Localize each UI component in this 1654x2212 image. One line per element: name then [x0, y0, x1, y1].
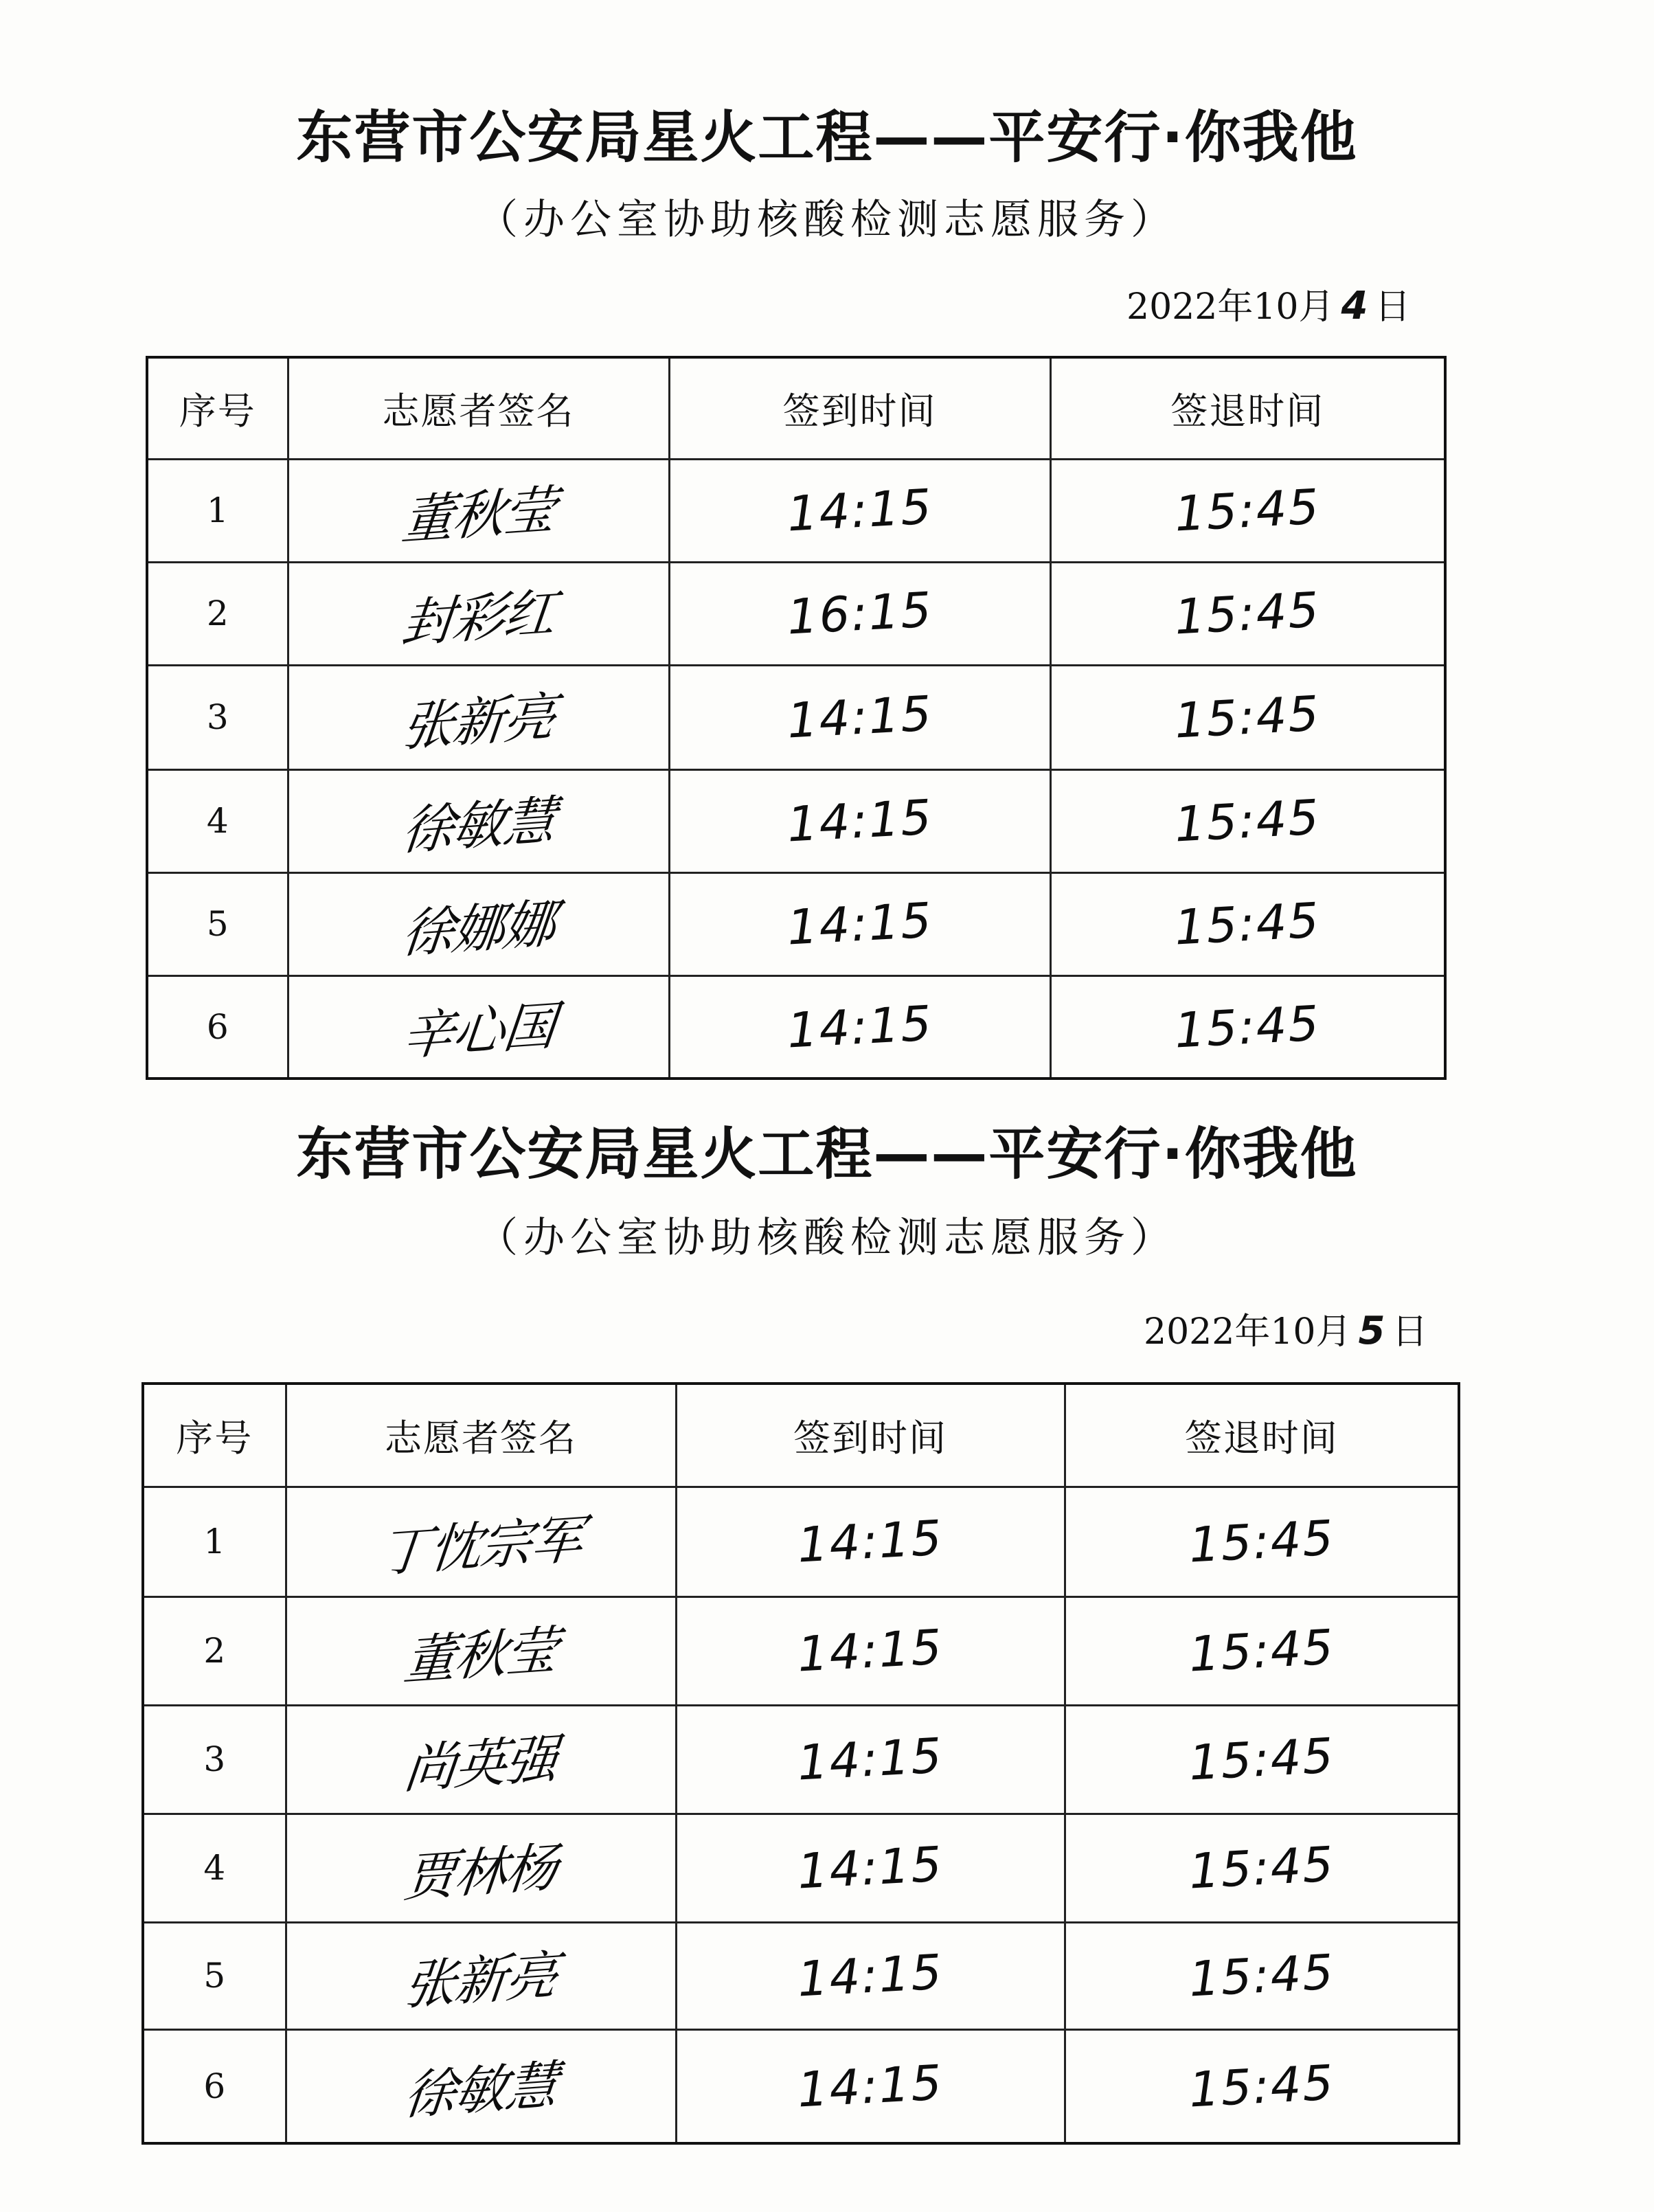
table-row — [143, 1596, 1459, 1705]
sign-in-cell — [669, 872, 1050, 975]
sign-out-cell — [1065, 1814, 1459, 1922]
table-row — [143, 1814, 1459, 1922]
sign-in-time: 16:15 — [785, 581, 934, 646]
row-number: 1 — [143, 1487, 286, 1596]
sign-out-time: 15:45 — [1187, 1943, 1336, 2008]
date-day: 4 — [1341, 284, 1368, 328]
sign-in-cell — [676, 1596, 1065, 1705]
row-number: 4 — [143, 1814, 286, 1922]
sign-out-time: 15:45 — [1187, 1727, 1336, 1792]
signature-cell — [286, 1922, 676, 2029]
volunteer-signature: 丁忱宗军 — [376, 1507, 585, 1584]
row-number: 6 — [143, 2029, 286, 2143]
sheet-title: 东营市公安局星火工程——平安行·你我他 — [296, 105, 1358, 170]
date-suffix: 日 — [1392, 1311, 1428, 1353]
sign-in-cell — [669, 975, 1050, 1079]
signature-cell — [288, 459, 669, 562]
sheet-date — [1126, 284, 1411, 328]
sign-in-time: 14:15 — [796, 1727, 944, 1792]
sign-in-cell — [676, 1705, 1065, 1814]
sign-in-time: 14:15 — [796, 1943, 944, 2008]
row-number: 2 — [143, 1596, 286, 1705]
sign-out-time: 15:45 — [1173, 478, 1322, 543]
sign-out-time: 15:45 — [1187, 1618, 1336, 1683]
header-sign-out: 签退时间 — [1050, 357, 1445, 459]
row-number: 6 — [147, 975, 288, 1079]
sign-out-time: 15:45 — [1173, 892, 1322, 956]
table-row — [143, 1487, 1459, 1596]
sign-out-time: 15:45 — [1187, 1836, 1336, 1900]
table-row — [147, 459, 1445, 562]
volunteer-signature: 张新亮 — [400, 1943, 560, 2016]
sign-out-time: 15:45 — [1187, 1509, 1336, 1574]
header-signature: 志愿者签名 — [286, 1384, 676, 1487]
header-no: 序号 — [147, 357, 288, 459]
signature-cell — [286, 1487, 676, 1596]
sheet-subtitle: （办公室协助核酸检测志愿服务） — [477, 196, 1177, 244]
signature-cell — [288, 665, 669, 769]
table-row — [147, 562, 1445, 665]
sign-out-time: 15:45 — [1187, 2054, 1336, 2119]
sign-in-cell — [676, 1814, 1065, 1922]
sheet-subtitle: （办公室协助核酸检测志愿服务） — [477, 1214, 1177, 1262]
sign-in-time: 14:15 — [785, 478, 934, 543]
row-number: 2 — [147, 562, 288, 665]
header-no: 序号 — [143, 1384, 286, 1487]
sign-in-time: 14:15 — [785, 995, 934, 1059]
date-day: 5 — [1358, 1309, 1385, 1353]
signature-cell — [286, 2029, 676, 2143]
signature-cell — [286, 1705, 676, 1814]
volunteer-table — [146, 356, 1447, 1080]
signature-cell — [286, 1814, 676, 1922]
sign-out-cell — [1050, 665, 1445, 769]
sign-out-cell — [1065, 1596, 1459, 1705]
sign-out-time: 15:45 — [1173, 685, 1322, 749]
signature-cell — [288, 872, 669, 975]
sign-out-cell — [1050, 769, 1445, 872]
volunteer-table — [141, 1382, 1460, 2145]
header-sign-in: 签到时间 — [669, 357, 1050, 459]
sign-out-cell — [1065, 1705, 1459, 1814]
header-signature: 志愿者签名 — [288, 357, 669, 459]
row-number: 3 — [147, 665, 288, 769]
signature-cell — [288, 562, 669, 665]
sign-in-cell — [676, 1922, 1065, 2029]
signature-cell — [288, 975, 669, 1079]
volunteer-signature: 徐敏慧 — [400, 2054, 560, 2127]
date-prefix: 2022年10月 — [1126, 286, 1335, 328]
sign-in-time: 14:15 — [785, 789, 934, 853]
sign-out-cell — [1050, 459, 1445, 562]
row-number: 3 — [143, 1705, 286, 1814]
table-row — [147, 769, 1445, 872]
sign-out-time: 15:45 — [1173, 995, 1322, 1059]
sheet-title: 东营市公安局星火工程——平安行·你我他 — [296, 1122, 1358, 1187]
header-sign-in: 签到时间 — [676, 1384, 1065, 1487]
volunteer-signature: 封彩红 — [398, 581, 558, 654]
sign-out-cell — [1050, 872, 1445, 975]
sign-in-cell — [676, 2029, 1065, 2143]
sign-in-cell — [669, 769, 1050, 872]
table-row — [143, 2029, 1459, 2143]
row-number: 4 — [147, 769, 288, 872]
sign-in-cell — [669, 665, 1050, 769]
sign-in-cell — [669, 562, 1050, 665]
sign-out-cell — [1050, 975, 1445, 1079]
row-number: 5 — [147, 872, 288, 975]
date-suffix: 日 — [1374, 286, 1411, 328]
table-row — [143, 1705, 1459, 1814]
signature-cell — [286, 1596, 676, 1705]
volunteer-signature: 董秋莹 — [400, 1618, 560, 1691]
signature-cell — [288, 769, 669, 872]
table-row — [147, 665, 1445, 769]
volunteer-signature: 董秋莹 — [398, 478, 558, 551]
table-header-row — [143, 1384, 1459, 1487]
sign-in-time: 14:15 — [796, 1618, 944, 1683]
table-row — [147, 872, 1445, 975]
sign-in-time: 14:15 — [785, 892, 934, 956]
volunteer-signature: 徐娜娜 — [398, 892, 558, 964]
header-sign-out: 签退时间 — [1065, 1384, 1459, 1487]
table-header-row — [147, 357, 1445, 459]
volunteer-signature: 尚英强 — [400, 1727, 560, 1800]
volunteer-signature: 徐敏慧 — [398, 789, 558, 861]
volunteer-signature: 辛心国 — [398, 995, 558, 1068]
sign-in-cell — [669, 459, 1050, 562]
volunteer-signature: 张新亮 — [398, 685, 558, 758]
sign-in-time: 14:15 — [796, 2054, 944, 2119]
sign-out-cell — [1065, 1487, 1459, 1596]
sign-in-time: 14:15 — [785, 685, 934, 749]
sheet-date — [1144, 1309, 1428, 1353]
row-number: 1 — [147, 459, 288, 562]
table-row — [147, 975, 1445, 1079]
sign-out-time: 15:45 — [1173, 581, 1322, 646]
sign-out-cell — [1050, 562, 1445, 665]
table-row — [143, 1922, 1459, 2029]
sign-in-time: 14:15 — [796, 1509, 944, 1574]
volunteer-signature: 贾林杨 — [400, 1836, 560, 1908]
date-prefix: 2022年10月 — [1144, 1311, 1352, 1353]
sign-in-time: 14:15 — [796, 1836, 944, 1900]
sign-out-time: 15:45 — [1173, 789, 1322, 853]
row-number: 5 — [143, 1922, 286, 2029]
sign-in-cell — [676, 1487, 1065, 1596]
sign-out-cell — [1065, 2029, 1459, 2143]
sign-out-cell — [1065, 1922, 1459, 2029]
